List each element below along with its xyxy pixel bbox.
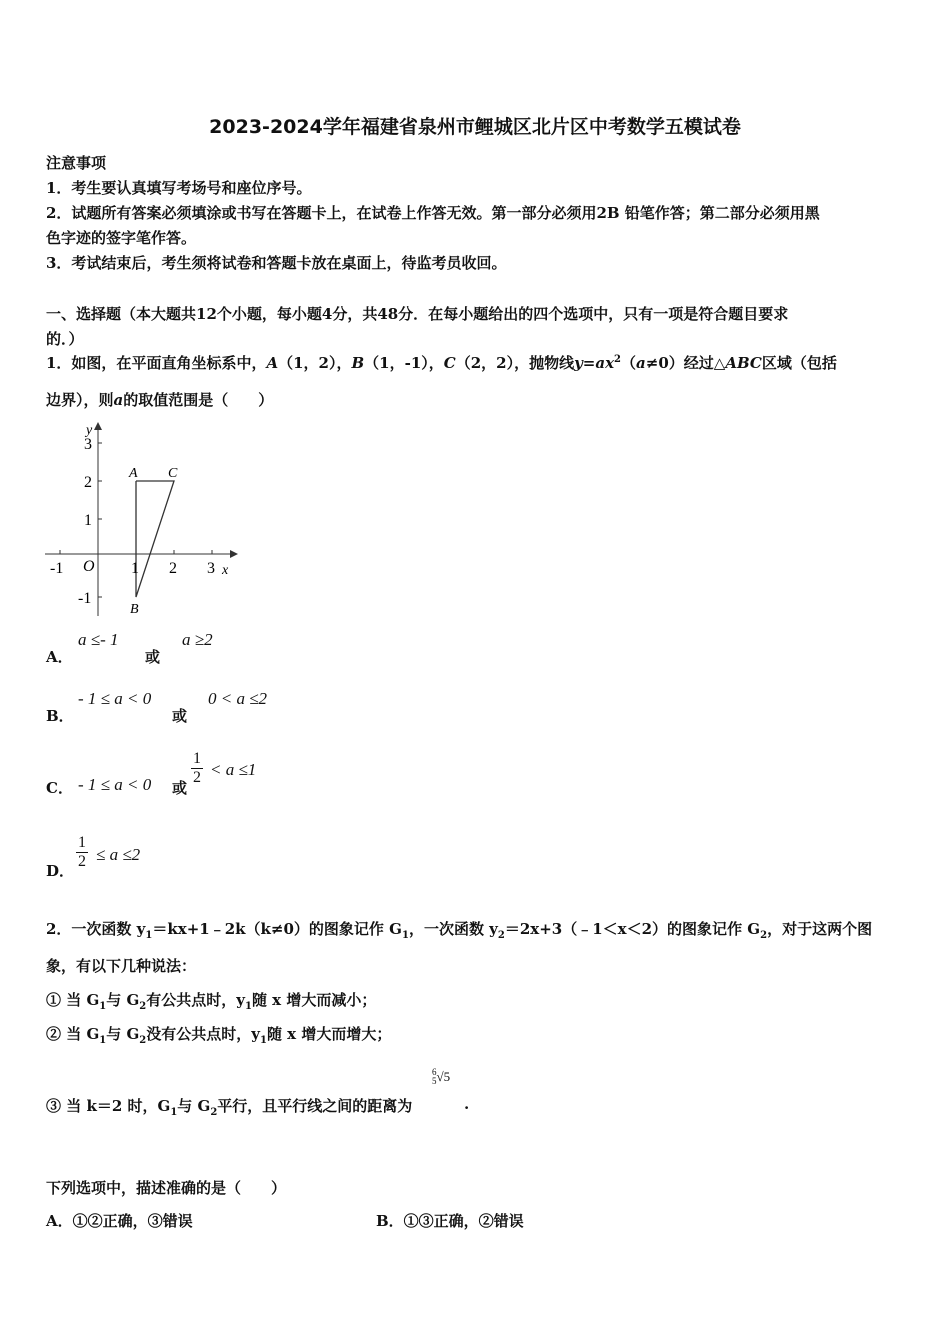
q2-s2d: 2 [139,1035,147,1046]
q1-option-c-fraction [191,750,203,787]
section-heading: 一、选择题（本大题共12个小题，每小题4分，共48分．在每小题给出的四个选项中，只有一项是符合题目要求 [46,305,789,323]
notice-item-1: 1．考生要认真填写考场号和座位序号。 [46,179,312,197]
q1-cond-open: （ [621,354,637,372]
q2-option-b: B．①③正确，②错误 [376,1212,524,1230]
y-tick-label-neg1: -1 [78,590,92,607]
q1-option-a-label: A． [46,648,73,666]
q1-option-a-left: a ≤- 1 [78,630,119,649]
q1-stem-cont [46,389,273,410]
y-axis-arrow [94,422,102,430]
q2-s1b: 1 [99,1001,107,1012]
q1-point-b: B [351,354,365,372]
q2-s3a: ③ 当 k＝2 时，G [46,1097,171,1115]
y-tick-label-3: 3 [84,436,92,453]
q1-triangle: ABC [725,354,762,372]
q2-s1a: ① 当 G [46,991,100,1009]
triangle-abc [136,481,174,597]
q2-statement-1 [46,989,376,1012]
q1-option-c-frac-num: 1 [193,750,201,767]
q2-s3b: 1 [170,1107,178,1118]
section-heading-cont: 的．） [46,330,84,348]
q2-distance-value [432,1066,450,1086]
q1-option-a-right: a ≥2 [182,630,213,649]
q2-prompt: 下列选项中，描述准确的是（ ） [46,1179,287,1197]
q2-s2b: 1 [99,1035,107,1046]
q1-option-c-left: - 1 ≤ a < 0 [78,775,152,794]
q1-option-d-frac-den: 2 [78,853,86,870]
y-axis-label: y [86,423,93,438]
q2-stem [46,918,872,941]
q2-l1g: ＝2x+3（﹣1＜x＜2）的图象记作 G [504,920,761,938]
x-tick-label-neg1: -1 [50,560,64,577]
q2-s2a: ② 当 G [46,1025,100,1043]
notice-item-2-cont: 色字迹的签字笔作答。 [46,229,197,247]
q1-coordinate-graph [40,418,240,620]
q1-cond-var: a [636,354,646,372]
q1-num: 1．如图，在平面直角坐标系中， [46,354,267,372]
q1-coord-a: （1，2）， [278,354,352,372]
q2-statement-3 [46,1095,412,1118]
q2-distance-num: 6 [432,1066,437,1077]
q1-option-d-right: ≤ a ≤2 [96,845,141,864]
q2-distance-root: √5 [436,1069,451,1084]
x-tick-label-2: 2 [169,560,177,577]
q1-line2-post: 的取值范围是（ ） [123,391,274,409]
q1-coord-c: （2，2），抛物线 [455,354,575,372]
page-title: 2023-2024学年福建省泉州市鲤城区北片区中考数学五模试卷 [209,116,741,138]
q2-s1f: 1 [244,1001,252,1012]
q1-option-b-label: B． [46,707,74,725]
q2-l1h: 2 [760,930,768,941]
q2-s2c: 与 G [106,1025,140,1043]
notice-heading: 注意事项 [46,154,107,172]
q1-option-a-or: 或 [145,648,161,666]
q1-option-b-left: - 1 ≤ a < 0 [78,689,152,708]
q1-option-b-or: 或 [172,707,188,725]
q2-l1f: 2 [497,930,505,941]
q1-line2-var: a [113,391,124,409]
q2-s1g: 随 x 增大而减小； [251,991,377,1009]
notice-item-3: 3．考试结束后，考生须将试卷和答题卡放在桌面上，待监考员收回。 [46,254,507,272]
q2-s2e: 没有公共点时，y [146,1025,260,1043]
q2-stem-cont: 象，有以下几种说法： [46,957,197,975]
q1-region: 区域（包括 [761,354,837,372]
q1-option-d-fraction [76,834,88,871]
origin-label: O [83,558,95,575]
q1-line2-pre: 边界），则 [46,391,114,409]
q2-s3e: 平行，且平行线之间的距离为 [217,1097,413,1115]
x-tick-label-1: 1 [131,560,139,577]
q1-point-a: A [266,354,279,372]
q1-option-d-frac-num: 1 [78,834,86,851]
q1-option-c-frac-den: 2 [193,769,201,786]
q2-l1e: ，一次函数 y [408,920,498,938]
point-a-label: A [129,466,138,481]
q2-statement-2 [46,1023,391,1046]
q2-l1d: 1 [401,930,409,941]
q1-cond-rest: ≠0）经过△ [645,354,726,372]
q2-l1a: 2．一次函数 y [46,920,146,938]
q1-coord-b: （1，-1）， [364,354,444,372]
q1-parabola: y=ax [574,354,615,372]
q1-option-c-right: < a ≤1 [210,760,257,779]
q2-s3c: 与 G [177,1097,211,1115]
q1-option-d-label: D． [46,862,75,880]
y-tick-label-2: 2 [84,474,92,491]
q2-distance-den: 5 [432,1075,437,1086]
q1-stem [46,352,837,373]
point-c-label: C [168,466,178,481]
q1-option-b-right: 0 < a ≤2 [208,689,268,708]
q1-parabola-exp: 2 [614,354,622,365]
x-axis-arrow [230,550,238,558]
q2-s2g: 随 x 增大而增大； [266,1025,392,1043]
q2-s3d: 2 [210,1107,218,1118]
q1-point-c: C [443,354,456,372]
q1-option-c-or: 或 [172,779,188,797]
y-tick-label-1: 1 [84,512,92,529]
q2-s2f: 1 [259,1035,267,1046]
x-axis-label: x [222,563,229,578]
notice-item-2: 2．试题所有答案必须填涂或书写在答题卡上，在试卷上作答无效。第一部分必须用2B 铅笔作答；第二部分必须用黑 [46,204,820,222]
q2-s1c: 与 G [106,991,140,1009]
q2-l1c: ＝kx+1﹣2k（k≠0）的图象记作 G [152,920,402,938]
q2-option-a: A．①②正确，③错误 [46,1212,193,1230]
x-tick-label-3: 3 [207,560,215,577]
q1-option-c-label: C． [46,779,73,797]
q2-statement-3-end: . [464,1095,470,1113]
q2-l1b: 1 [145,930,153,941]
q2-s1e: 有公共点时，y [146,991,245,1009]
q2-s1d: 2 [139,1001,147,1012]
q2-l1i: ，对于这两个图 [767,920,873,938]
point-b-label: B [130,602,139,617]
